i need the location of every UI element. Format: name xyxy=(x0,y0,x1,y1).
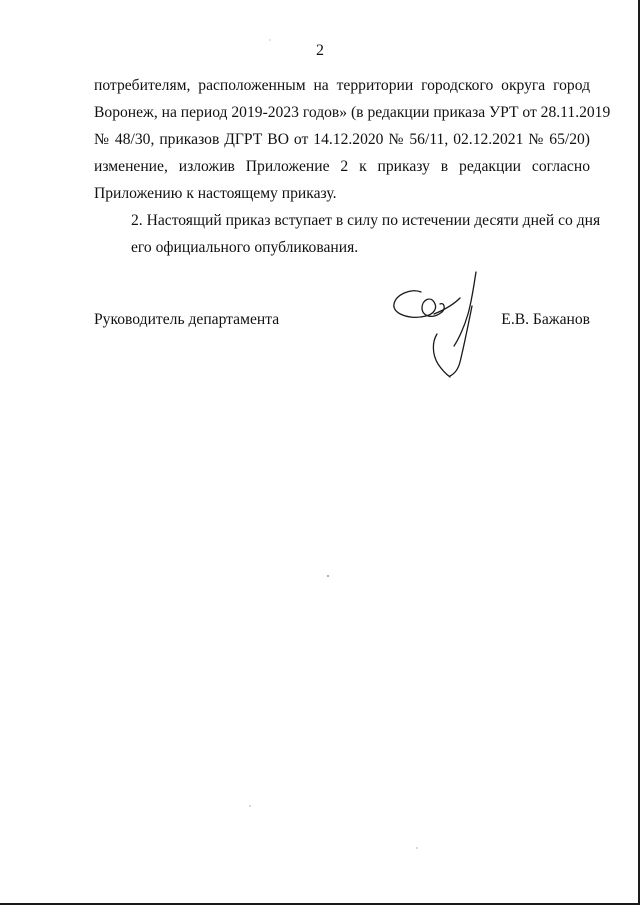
paragraph-2-line: его официального опубликования. xyxy=(131,239,359,256)
paragraph-1-line: Воронеж, на период 2019-2023 годов» (в редакции приказа УРТ от 28.11.2019 xyxy=(94,104,611,121)
paragraph-1-line: изменение, изложив Приложение 2 к приказу в редакции согласно xyxy=(94,158,590,175)
signer-name: Е.В. Бажанов xyxy=(501,311,590,328)
signature-block xyxy=(94,306,590,334)
paragraph-1-line: Приложению к настоящему приказу. xyxy=(94,185,337,202)
paragraph-2-line: 2. Настоящий приказ вступает в силу по истечении десяти дней со дня xyxy=(131,212,601,229)
paragraph-1-line: потребителям, расположенным на территории городского округа город xyxy=(94,77,590,94)
paragraph-1 xyxy=(94,72,611,207)
signer-title: Руководитель департамента xyxy=(94,311,280,328)
handwritten-signature xyxy=(388,270,488,382)
paragraph-2 xyxy=(94,207,601,261)
document-body xyxy=(94,72,611,261)
page-number: 2 xyxy=(316,42,324,59)
paragraph-1-line: № 48/30, приказов ДГРТ ВО от 14.12.2020 № 56/11, 02.12.2021 № 65/20) xyxy=(94,131,590,148)
